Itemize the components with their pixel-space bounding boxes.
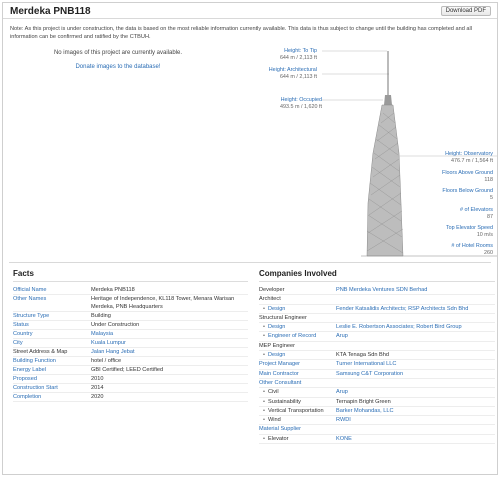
company-link[interactable]: Leslie E. Robertson Associates; Robert Bird Group [336,324,462,331]
company-link[interactable]: Samsung C&T Corporation [336,370,404,377]
facts-value: hotel / office [91,358,122,364]
height-architectural-value: 644 m / 2,113 ft [279,74,317,80]
role-label [259,399,301,405]
facts-key[interactable]: Proposed [13,376,37,382]
facts-row [13,339,248,348]
company-row [259,388,495,397]
label-floors-below [425,188,493,202]
company-name: Ternapin Bright Green [336,398,391,405]
label-height-architectural [260,67,317,81]
facts-heading: Facts [13,269,34,278]
role-link[interactable] [259,333,316,339]
role-label: Architect [259,296,281,303]
floors-above-link[interactable]: Floors Above Ground [442,170,493,176]
elevators-value: 87 [487,214,493,220]
label-height-to-tip [265,48,317,62]
role-label: MEP Engineer [259,342,295,349]
facts-key[interactable]: Completion [13,394,42,400]
facts-key: Street Address & Map [13,349,68,355]
role-label [259,417,281,423]
facts-value: Under Construction [91,322,140,328]
role-label [259,436,289,442]
company-row [259,360,495,369]
facts-rule [13,281,248,282]
bullet-icon: • [263,352,265,359]
company-row [259,370,495,379]
no-images-message: No images of this project are currently available. [53,50,183,56]
label-height-occupied [265,97,322,111]
role-link-text[interactable]: Design [268,352,286,359]
page-header [3,3,497,19]
facts-value: Merdeka PNB118 [91,287,135,293]
role-link[interactable] [259,306,285,312]
role-link[interactable]: Main Contractor [259,370,299,377]
page-title: Merdeka PNB118 [10,6,91,17]
facts-value-link[interactable]: Malaysia [91,331,114,337]
facts-row [13,312,248,321]
label-elevator-speed [425,225,493,239]
facts-key[interactable]: Country [13,331,33,337]
spire-base [384,95,392,105]
bullet-icon: • [263,417,265,424]
label-hotel-rooms [425,243,493,257]
companies-heading: Companies Involved [259,269,337,278]
company-link[interactable]: Turner International LLC [336,361,397,368]
donate-images-link[interactable]: Donate images to the database! [75,64,161,70]
facts-table [13,286,248,402]
facts-row [13,321,248,330]
company-link[interactable]: Arup [336,389,348,396]
company-row [259,379,495,388]
facts-row [13,384,248,393]
company-row [259,416,495,425]
role-link-text[interactable]: Design [268,305,286,312]
facts-key[interactable]: Other Names [13,296,47,302]
facts-row [13,295,248,312]
hotel-rooms-value: 260 [484,250,493,256]
role-link-text[interactable]: Engineer of Record [268,333,317,340]
height-observatory-value: 476.7 m / 1,564 ft [451,158,493,164]
hotel-rooms-link[interactable]: # of Hotel Rooms [451,243,493,249]
company-row [259,435,495,444]
tower-body [367,105,403,256]
height-observatory-link[interactable]: Height: Observatory [445,151,493,157]
facts-row [13,366,248,375]
role-label-text: Sustainability [268,398,301,405]
facts-value: GBI Certified; LEED Certified [91,367,164,373]
role-label-text: Elevator [268,435,289,442]
role-link[interactable] [259,324,285,330]
facts-value: Heritage of Independence, KL118 Tower, Menara Warisan Merdeka, PNB Headquarters [91,296,235,310]
facts-row [13,357,248,366]
section-divider [9,262,491,263]
role-link-text[interactable]: Design [268,324,286,331]
facts-key[interactable]: Status [13,322,29,328]
facts-row [13,393,248,402]
bullet-icon: • [263,305,265,312]
facts-value: 2010 [91,376,104,382]
facts-key[interactable]: Building Function [13,358,56,364]
company-link[interactable]: PNB Merdeka Ventures SDN Berhad [336,287,428,293]
companies-rule [259,281,495,282]
bullet-icon: • [263,407,265,414]
label-floors-above [425,170,493,184]
height-occupied-value: 493.5 m / 1,620 ft [280,104,322,110]
label-height-observatory [425,151,493,165]
facts-value: 2020 [91,394,104,400]
bullet-icon: • [263,389,265,396]
facts-row [13,286,248,295]
role-label-text: Vertical Transportation [268,407,324,414]
page-frame [2,2,498,475]
facts-value: Building [91,313,111,319]
role-link[interactable] [259,352,285,358]
company-link[interactable]: Barker Mohandas, LLC [336,407,394,414]
company-row [259,314,495,323]
facts-key[interactable]: City [13,340,23,346]
company-link[interactable]: KONE [336,435,352,442]
download-pdf-button[interactable]: Download PDF [441,6,491,16]
bullet-icon: • [263,435,265,442]
companies-table [259,286,495,444]
role-link[interactable]: Material Supplier [259,426,301,433]
role-label [259,389,279,395]
bullet-icon: • [263,324,265,331]
elevator-speed-value: 10 m/s [476,232,493,238]
company-row [259,398,495,407]
company-row [259,295,495,304]
facts-row [13,348,248,357]
height-to-tip-value: 644 m / 2,113 ft [279,55,317,61]
bullet-icon: • [263,333,265,340]
construction-note: Note: As this project is under construction, the data is based on the most reliable information currently available. This data is thus subject to change until the building has completed and all information can be confirmed and ratified by the CTBUH. [10,26,472,40]
role-label: Developer [259,287,285,293]
bullet-icon: • [263,398,265,405]
role-link[interactable]: Project Manager [259,361,301,368]
height-diagram [255,43,497,263]
role-label-text: Wind [268,417,281,424]
company-link[interactable]: Fender Katsalidis Architects; RSP Architects Sdn Bhd [336,305,469,312]
company-row [259,286,495,295]
elevator-speed-link[interactable]: Top Elevator Speed [445,225,493,231]
role-link[interactable]: Other Consultant [259,379,302,386]
height-occupied-link[interactable]: Height: Occupied [280,97,322,103]
height-to-tip-link[interactable]: Height: To Tip [284,48,317,54]
facts-key[interactable]: Structure Type [13,313,50,319]
facts-value-link[interactable]: Jalan Hang Jebat [91,349,135,355]
role-label-text: Civil [268,389,279,396]
floors-below-value: 5 [490,195,493,201]
facts-key[interactable]: Official Name [13,287,47,293]
facts-value-link[interactable]: Kuala Lumpur [91,340,126,346]
company-row [259,351,495,360]
floors-above-value: 118 [484,177,493,183]
facts-key[interactable]: Energy Label [13,367,46,373]
facts-value: 2014 [91,385,104,391]
company-row [259,342,495,351]
company-row [259,305,495,314]
role-label: Structural Engineer [259,314,307,321]
facts-row [13,375,248,384]
company-link[interactable]: RWDI [336,417,351,424]
elevators-link[interactable]: # of Elevators [460,207,493,213]
company-row [259,407,495,416]
height-architectural-link[interactable]: Height: Architectural [268,67,317,73]
facts-key[interactable]: Construction Start [13,385,58,391]
company-row [259,332,495,341]
facts-row [13,330,248,339]
floors-below-link[interactable]: Floors Below Ground [442,188,493,194]
company-link[interactable]: Arup [336,333,348,340]
company-row [259,323,495,332]
role-label [259,408,324,414]
label-elevators [425,207,493,221]
company-name: KTA Tenaga Sdn Bhd [336,352,389,359]
company-row [259,425,495,434]
